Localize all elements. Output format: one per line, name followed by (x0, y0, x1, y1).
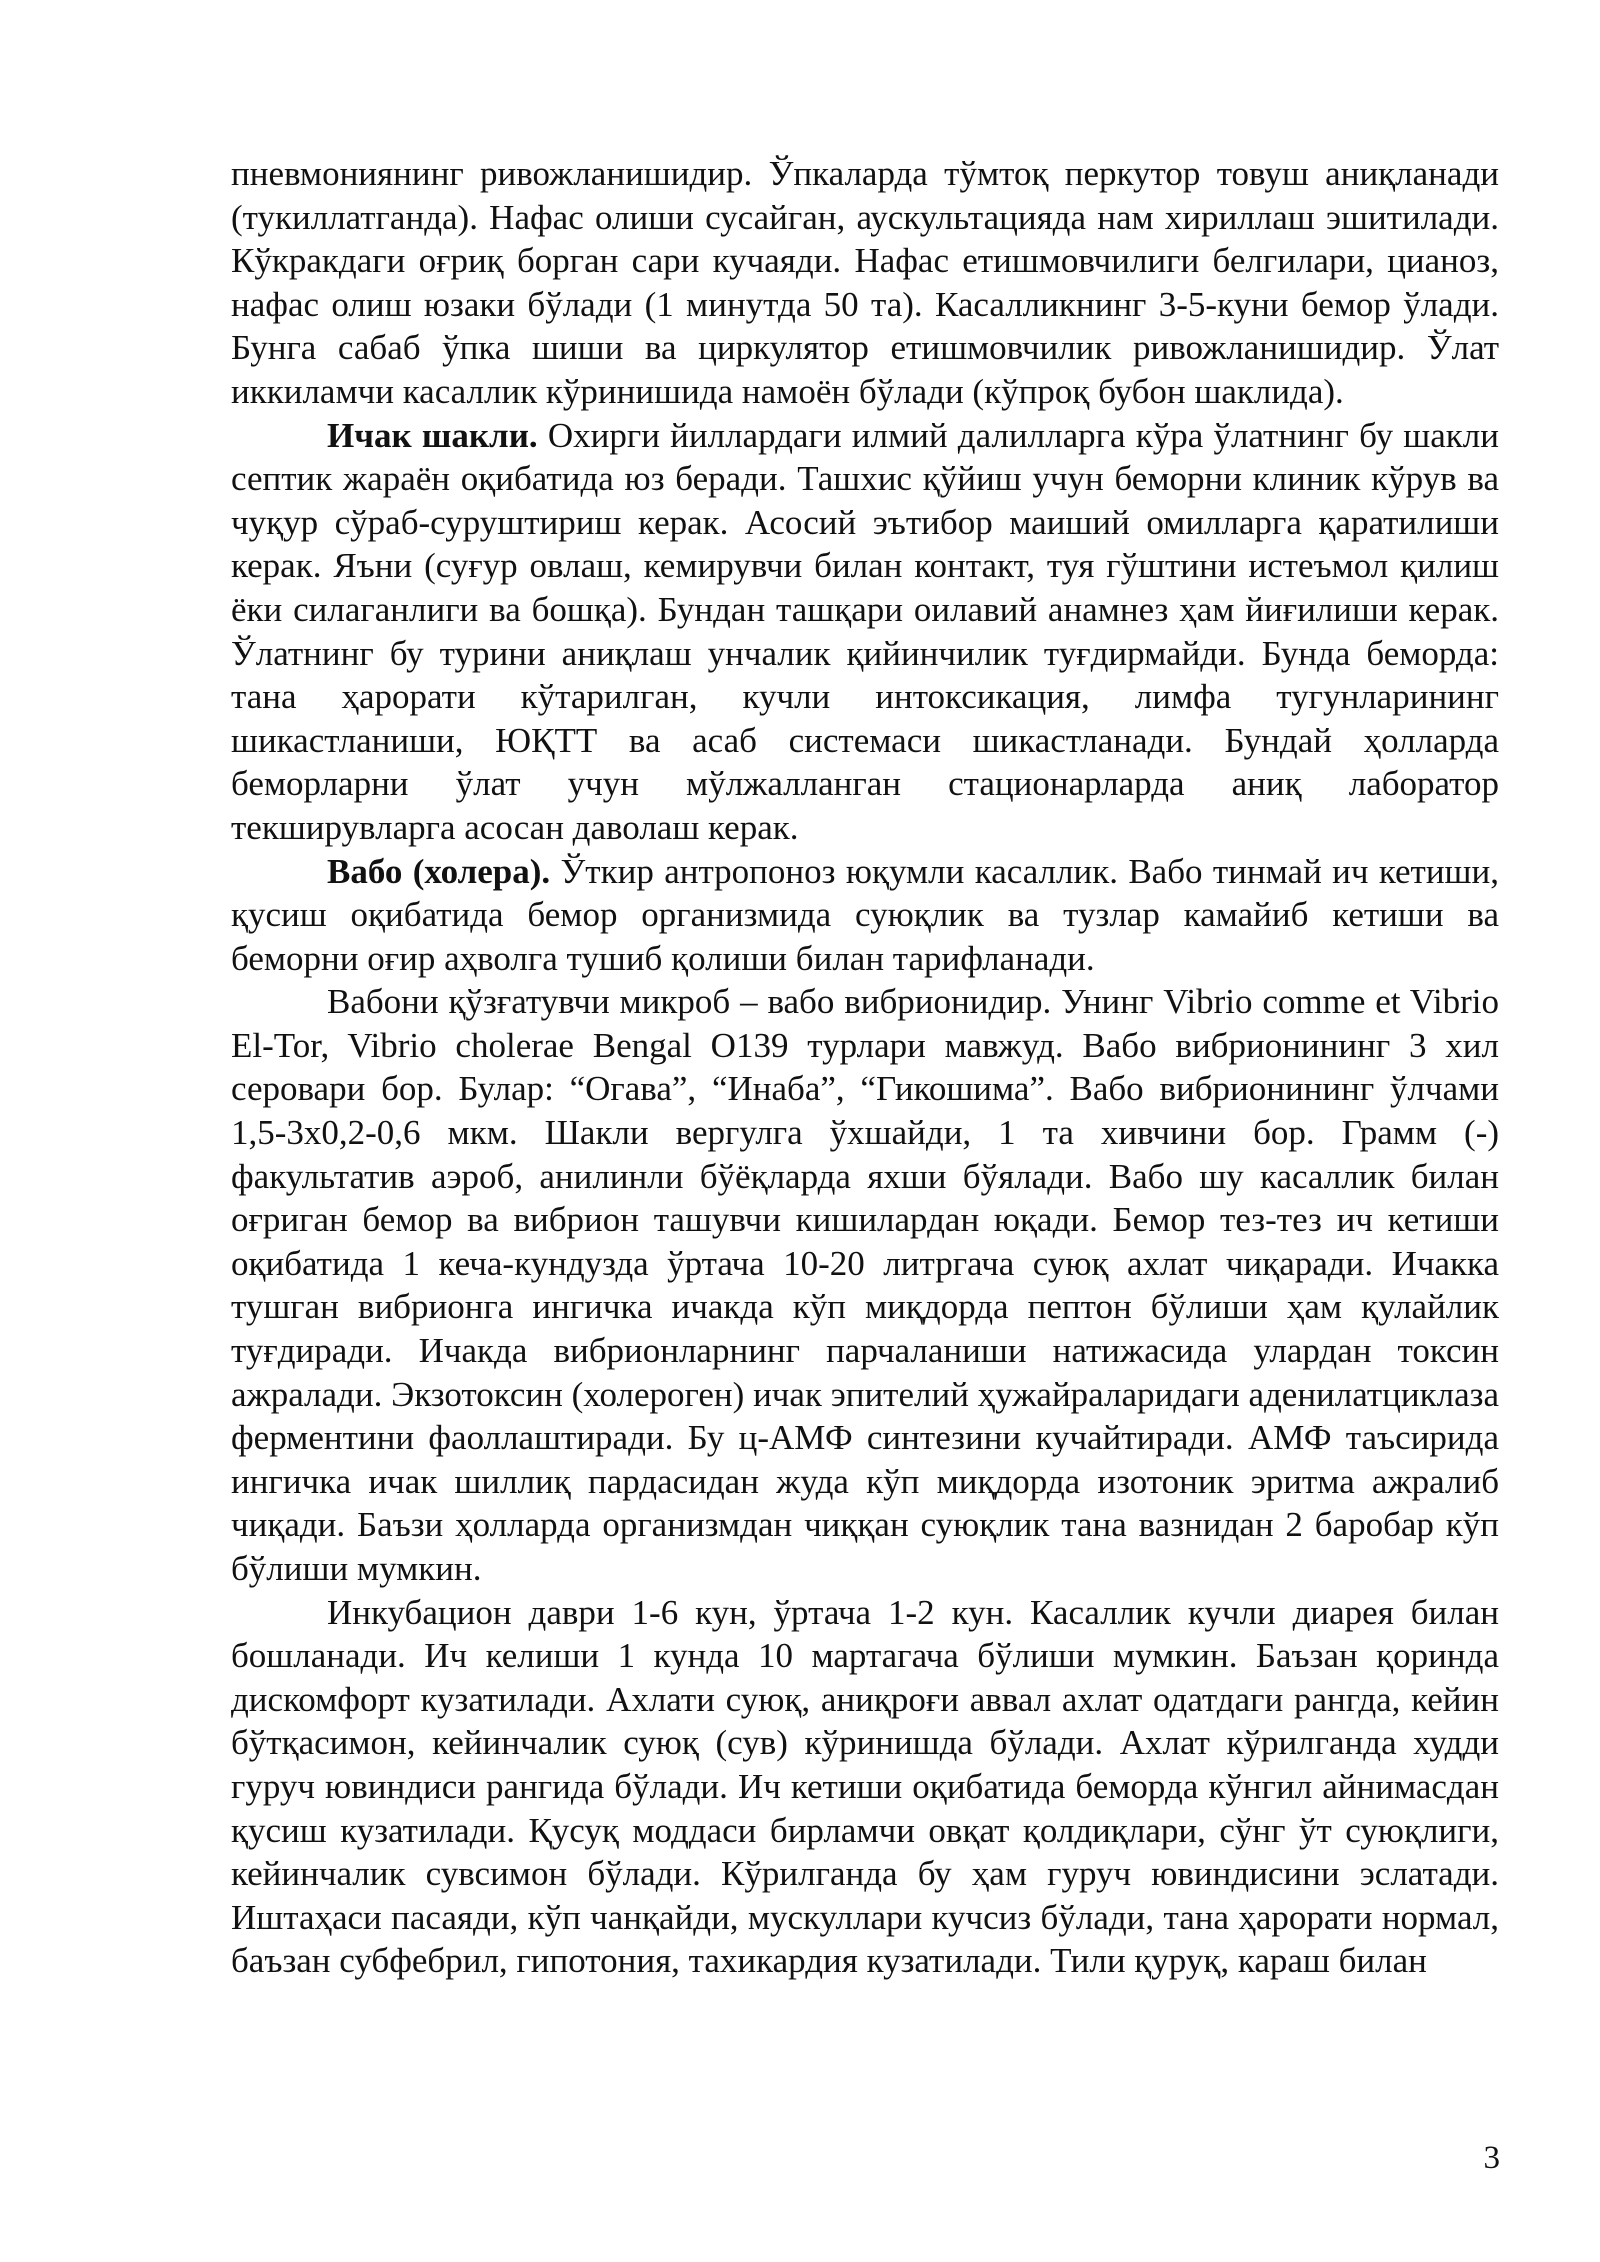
paragraph-text: Ўткир антропоноз юқумли касаллик. Вабо тинмай ич кетиши, қусиш оқибатида бемор организмида суюқлик ва тузлар камайиб кетиши ва беморни оғир аҳволга тушиб қолиши билан тарифланади. (231, 851, 1499, 978)
paragraph-heading: Ичак шакли. (327, 415, 538, 455)
page-number: 3 (1483, 2140, 1500, 2176)
paragraph-text: пневмониянинг ривожланишидир. Ўпкаларда тўмтоқ перкутор товуш аниқланади (тукиллатганда). Нафас олиши сусайган, аускультацияда нам хириллаш эшитилади. Кўкракдаги оғриқ борган сари кучаяди. Нафас етишмовчилиги белгилари, цианоз, нафас олиш юзаки бўлади (1 минутда 50 та). Касалликнинг 3-5-куни бемор ўлади. Бунга сабаб ўпка шиши ва циркулятор етишмовчилик ривожланишидир. Ўлат иккиламчи касаллик кўринишида намоён бўлади (кўпроқ бубон шаклида). (231, 154, 1499, 411)
paragraph-heading: Вабо (холера). (327, 851, 551, 891)
paragraph-2 (231, 414, 1499, 850)
paragraph-text: Вабони қўзғатувчи микроб – вабо вибрионидир. Унинг Vibrio comme et Vibrio El-Tor, Vibrio cholerae Bengal O139 турлари мавжуд. Вабо вибрионининг 3 хил серовари бор. Булар: “Огава”, “Инаба”, “Гикошима”. Вабо вибрионининг ўлчами 1,5-3х0,2-0,6 мкм. Шакли вергулга ўхшайди, 1 та хивчини бор. Грамм (-) факультатив аэроб, анилинли бўёқларда яхши бўялади. Вабо шу касаллик билан оғриган бемор ва вибрион ташувчи кишилардан юқади. Бемор тез-тез ич кетиши оқибатида 1 кеча-кундузда ўртача 10-20 литргача суюқ ахлат чиқаради. Ичакка тушган вибрионга ингичка ичакда кўп миқдорда пептон бўлиши ҳам қулайлик туғдиради. Ичакда вибрионларнинг парчаланиши натижасида улардан токсин ажралади. Экзотоксин (холероген) ичак эпителий ҳужайраларидаги аденилатциклаза ферментини фаоллаштиради. Бу ц-АМФ синтезини кучайтиради. АМФ таъсирида ингичка ичак шиллиқ пардасидан жуда кўп миқдорда изотоник эритма ажралиб чиқади. Баъзи ҳолларда организмдан чиққан суюқлик тана вазнидан 2 баробар кўп бўлиши мумкин. (231, 982, 1499, 1588)
paragraph-3 (231, 850, 1499, 981)
paragraph-text: Охирги йиллардаги илмий далилларга кўра ўлатнинг бу шакли септик жараён оқибатида юз беради. Ташхис қўйиш учун беморни клиник кўрув ва чуқур сўраб-суруштириш керак. Асосий эътибор маиший омилларга қаратилиши керак. Яъни (суғур овлаш, кемирувчи билан контакт, туя гўштини истеъмол қилиш ёки силаганлиги ва бошқа). Бундан ташқари оилавий анамнез ҳам йиғилиши керак. Ўлатнинг бу турини аниқлаш унчалик қийинчилик туғдирмайди. Бунда беморда: тана ҳарорати кўтарилган, кучли интоксикация, лимфа тугунларининг шикастланиши, ЮҚТТ ва асаб системаси шикастланади. Бундай ҳолларда беморларни ўлат учун мўлжалланган стационарларда аниқ лаборатор текширувларга асосан даволаш керак. (231, 415, 1499, 847)
body-text (231, 152, 1499, 1983)
paragraph-4 (231, 980, 1499, 1590)
paragraph-5 (231, 1591, 1499, 1983)
paragraph-text: Инкубацион даври 1-6 кун, ўртача 1-2 кун. Касаллик кучли диарея билан бошланади. Ич келиши 1 кунда 10 мартагача бўлиши мумкин. Баъзан қоринда дискомфорт кузатилади. Ахлати суюқ, аниқроғи аввал ахлат одатдаги рангда, кейин бўтқасимон, кейинчалик суюқ (сув) кўринишда бўлади. Ахлат кўрилганда худди гуруч ювиндиси рангида бўлади. Ич кетиши оқибатида беморда кўнгил айнимасдан қусиш кузатилади. Қусуқ моддаси бирламчи овқат қолдиқлари, сўнг ўт суюқлиги, кейинчалик сувсимон бўлади. Кўрилганда бу ҳам гуруч ювиндисини эслатади. Иштаҳаси пасаяди, кўп чанқайди, мускуллари кучсиз бўлади, тана ҳарорати нормал, баъзан субфебрил, гипотония, тахикардия кузатилади. Тили қуруқ, караш билан (231, 1592, 1499, 1981)
paragraph-1 (231, 152, 1499, 414)
